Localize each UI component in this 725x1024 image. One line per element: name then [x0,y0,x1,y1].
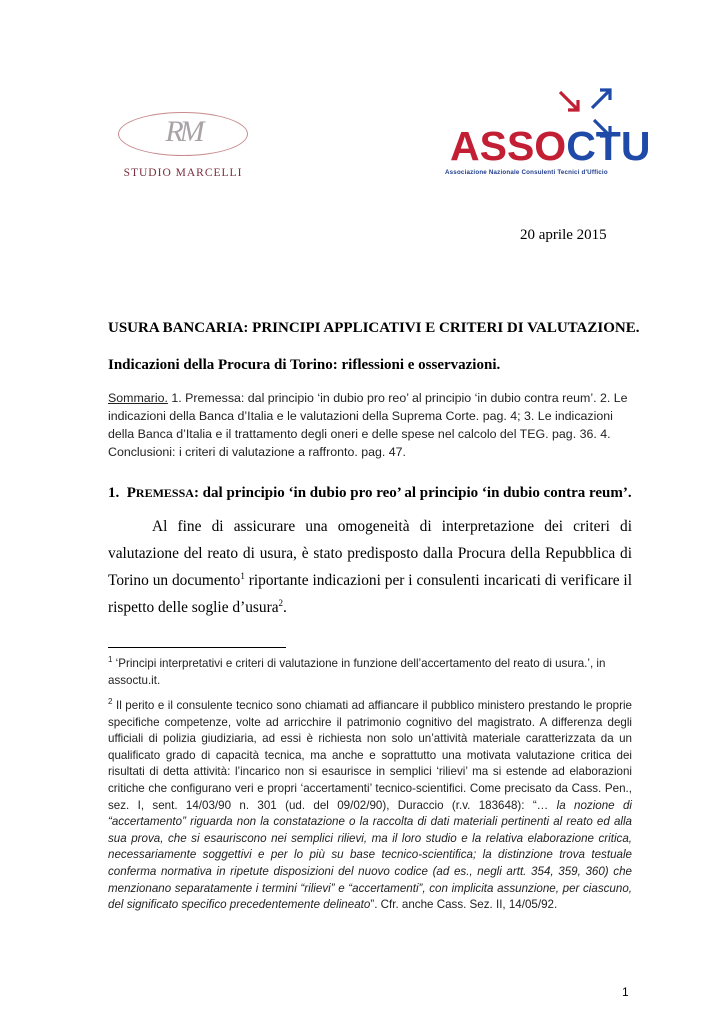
studio-marcelli-logo [108,108,258,183]
logo-wordmark [450,124,650,168]
section-rest: : dal principio ‘in dubio pro reo’ al principio ‘in dubio contra reum’. [193,485,632,501]
footnote-ref-2[interactable]: 2 [278,597,284,608]
document-subtitle: Indicazioni della Procura di Torino: riflessioni e osservazioni. [108,357,501,373]
section-number: 1. [108,485,120,501]
logo-word-ctu: CTU [566,123,651,169]
footnote-ref-1[interactable]: 1 [240,570,245,581]
footnote-1 [108,655,632,689]
body-paragraph [108,513,632,621]
body-text-3: . [283,599,287,616]
logo-subtitle: Associazione Nazionale Consulenti Tecnici d'Ufficio [445,169,608,176]
footnote-1-number: 1 [108,655,113,665]
footnote-2-text-a: Il perito e il consulente tecnico sono chiamati ad affiancare il pubblico ministero prestando le proprie specifiche competenze, volte ad arricchire il patrimonio cognitivo del magistrato. A differenza degli ufficiali di polizia giudiziaria, ad essi è richiesta non solo un’attività materiale caratterizzata da un qualificato grado di capacità tecnica, ma anche e soprattutto una motivata valutazione critica dei risultati di detta attività: l’incarico non si esaurisce in semplici ‘rilievi’ ma si estende ad elaborazioni critiche che configurano veri e propri ‘accertamenti’ tecnico-scientifici. Come precisato da Cass. Pen., sez. I, sent. 14/03/90 n. 301 (ud. del 09/02/90), Duraccio (r.v. 183648): “… [108,699,632,812]
summary-text: 1. Premessa: dal principio ‘in dubio pro reo’ al principio ‘in dubio contra reum’. 2. Le indicazioni della Banca d’Italia e le valutazioni della Suprema Corte. pag. 4; 3. Le indicazioni della Banca d’Italia e il trattamento degli oneri e delle spese nel calcolo del TEG. pag. 36. 4. Conclusioni: i criteri di valutazione a raffronto. pag. 47. [108,391,628,459]
section-first-letter: P [126,485,136,501]
section-heading [108,485,632,502]
footnote-2-quote: la nozione di “accertamento” riguarda non la constatazione o la raccolta di dati materiali pertinenti al reato ed alla sua prova, che si esauriscono nei semplici rilievi, ma il loro studio e la relativa elaborazione critica, necessariamente soggettivi e per lo più su base tecnico-scientifica; la distinzione trova testuale conferma normativa in ripetute disposizioni del nuovo codice (ad es., negli artt. 354, 359, 360) che menzionano separatamente i termini “rilievi” e “accertamenti”, con implicita assunzione, per ciascuno, del significato specifico precedentemente delineato [108,798,633,912]
logo-monogram: RM [165,115,201,148]
footnote-2 [108,698,632,914]
logo-name: STUDIO MARCELLI [123,167,243,179]
page-number: 1 [622,985,629,999]
document-title: USURA BANCARIA: PRINCIPI APPLICATIVI E CRITERI DI VALUTAZIONE. [108,320,640,336]
footnote-2-text-b: ”. Cfr. anche Cass. Sez. II, 14/05/92. [370,898,558,912]
section-smallcaps: REMESSA [135,486,194,500]
assoctu-logo [444,86,651,181]
body-text-1: Al fine di assicurare una omogeneità di interpretazione dei criteri di valutazione del reato di usura, è stato predisposto dalla Procura della Repubblica di Torino un documento [108,518,632,589]
footnote-2-number: 2 [108,697,113,707]
logo-word-asso: ASSO [450,123,567,169]
document-date: 20 aprile 2015 [520,227,607,243]
summary-label: Sommario. [108,391,168,405]
summary-block [108,389,634,461]
body-text-2: riportante indicazioni per i consulenti incaricati di verificare il rispetto delle soglie d’usura [108,572,632,616]
footnote-separator [108,647,286,648]
footnote-1-text: ‘Principi interpretativi e criteri di valutazione in funzione dell’accertamento del reato di usura.’, in assoctu.it. [108,657,606,687]
